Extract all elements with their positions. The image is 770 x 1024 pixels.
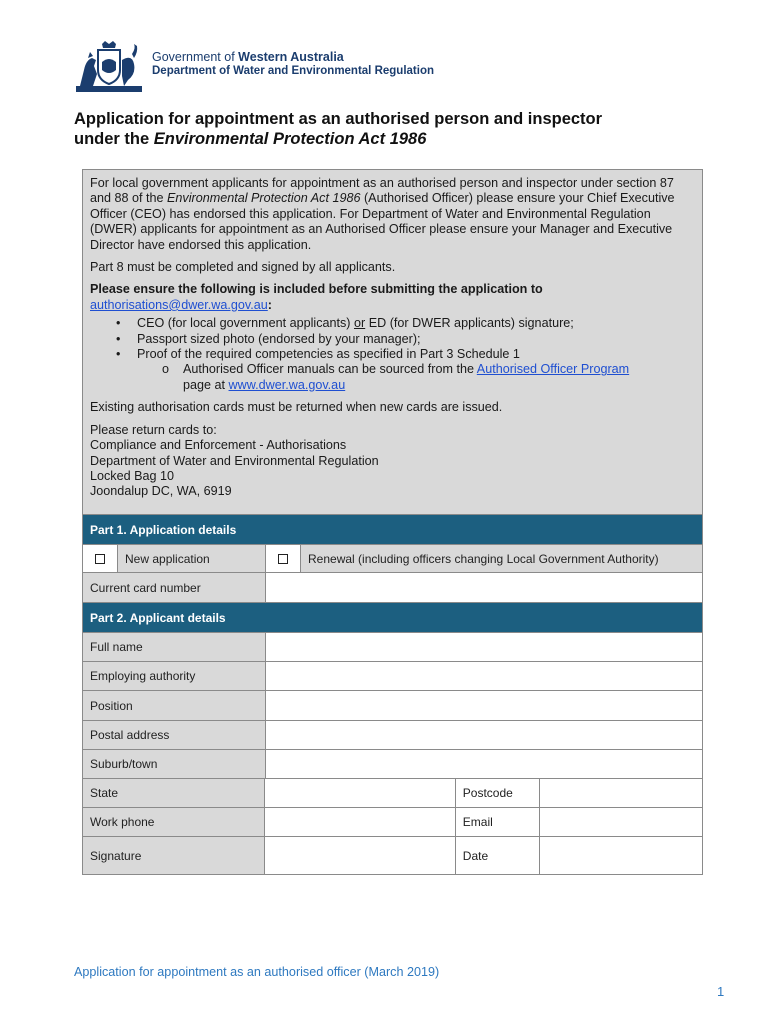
dwer-website-link[interactable]: www.dwer.wa.gov.au [228,377,346,392]
checklist [90,316,694,362]
postal-address-row [83,721,702,750]
renewal-label: Renewal (including officers changing Local Government Authority) [301,545,702,572]
page-title: Application for appointment as an authorised person and inspector under the Environmental Protection Act 1986 [74,110,603,148]
part1-heading: Part 1. Application details [83,515,702,545]
position-row [83,691,702,721]
suburb-label: Suburb/town [83,750,266,778]
employing-authority-field[interactable] [266,662,702,690]
current-card-label: Current card number [83,573,266,602]
list-item: • CEO (for local government applicants) or ED (for DWER applicants) signature; [90,316,694,331]
employing-authority-row [83,662,702,691]
phone-email-row [83,808,702,837]
suburb-row [83,750,702,779]
application-type-row [83,545,702,573]
postcode-field[interactable] [540,779,702,807]
page-number: 1 [717,984,725,999]
instructions-box [83,170,702,515]
intro-paragraph: For local government applicants for appointment as an authorised person and inspector under section 87 and 88 of the Environmental Protection Act 1986 (Authorised Officer) please ensure your Chief Executive Officer (CEO) has endorsed this application. For Department of Water and Environmental Regulation (DWER) applicants for appointment as an Authorised Officer please ensure your Manager and Executive Director have endorsed this application. [90,176,675,252]
date-field[interactable] [540,837,702,874]
suburb-field[interactable] [266,750,702,778]
footer-text: Application for appointment as an authorised officer (March 2019) [74,965,440,979]
checklist-heading: Please ensure the following is included before submitting the application to authorisations@dwer.wa.gov.au: [90,282,543,312]
part8-note: Part 8 must be completed and signed by all applicants. [90,260,396,275]
current-card-row [83,573,702,603]
new-application-checkbox[interactable] [95,554,105,564]
email-label: Email [455,808,540,836]
postal-address-field[interactable] [266,721,702,749]
current-card-field[interactable] [266,573,702,602]
signature-date-row [83,837,702,874]
ao-program-link[interactable]: Authorised Officer Program [476,362,630,377]
position-field[interactable] [266,691,702,720]
department-name: Department of Water and Environmental Regulation [152,65,434,77]
state-label: State [83,779,265,807]
postal-address-label: Postal address [83,721,266,749]
email-field[interactable] [540,808,702,836]
full-name-label: Full name [83,633,266,661]
list-item: • Proof of the required competencies as specified in Part 3 Schedule 1 [90,347,694,362]
return-address: Please return cards to: Compliance and Enforcement - Authorisations Department of Water and Environmental Regulation Locked Bag 10 Joondalup DC, WA, 6919 [90,422,379,499]
email-link[interactable]: authorisations@dwer.wa.gov.au [90,297,268,312]
sub-list-item: o Authorised Officer manuals can be sourced from the Authorised Officer Program page at www.dwer.wa.gov.au [162,362,630,392]
application-form [82,169,703,875]
header [74,40,494,96]
date-label: Date [455,837,540,874]
work-phone-label: Work phone [83,808,265,836]
position-label: Position [83,691,266,720]
part2-heading: Part 2. Applicant details [83,603,702,633]
new-application-label: New application [118,545,266,572]
signature-label: Signature [83,837,265,874]
full-name-row [83,633,702,662]
new-application-checkbox-cell[interactable] [83,545,118,572]
signature-field[interactable] [265,837,454,874]
wa-crest-logo [74,40,144,94]
state-postcode-row [83,779,702,808]
return-cards-note: Existing authorisation cards must be returned when new cards are issued. [90,400,503,415]
renewal-checkbox[interactable] [278,554,288,564]
employing-authority-label: Employing authority [83,662,266,690]
full-name-field[interactable] [266,633,702,661]
work-phone-field[interactable] [265,808,454,836]
list-item: • Passport sized photo (endorsed by your manager); [90,332,694,347]
state-field[interactable] [265,779,454,807]
renewal-checkbox-cell[interactable] [266,545,301,572]
postcode-label: Postcode [455,779,540,807]
government-name: Government of Western Australia [152,50,344,64]
